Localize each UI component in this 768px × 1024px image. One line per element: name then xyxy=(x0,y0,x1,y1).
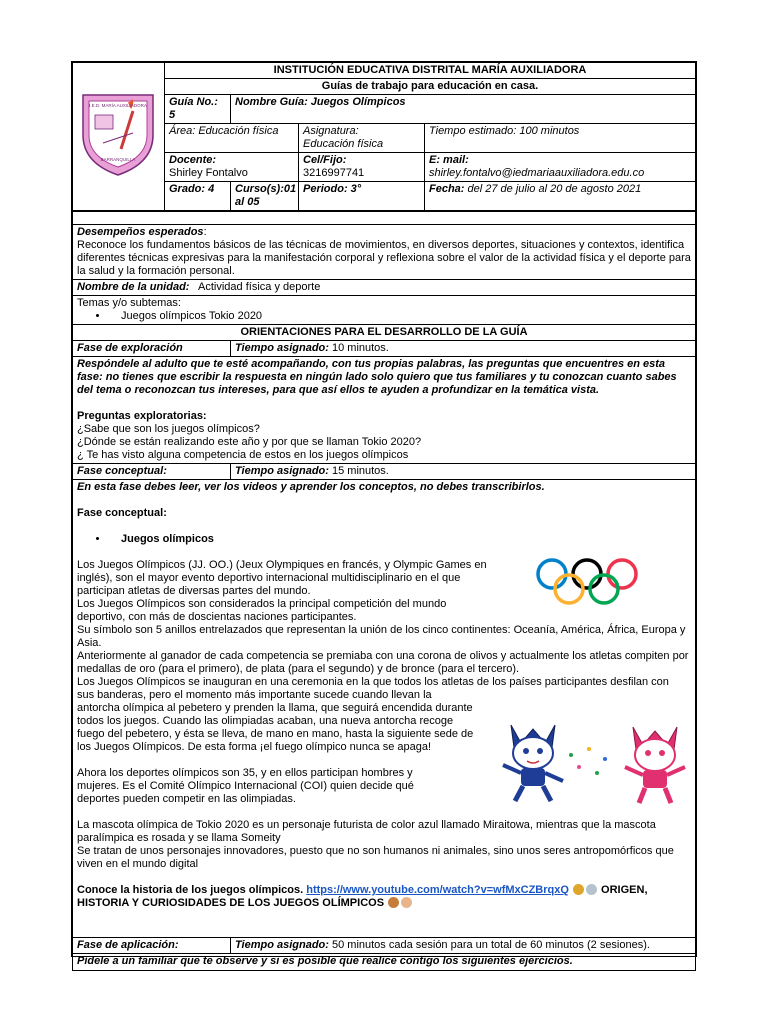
desempenos-label: Desempeños esperados xyxy=(77,226,204,238)
orientaciones-heading: ORIENTACIONES PARA EL DESARROLLO DE LA GUÍA xyxy=(73,325,696,341)
temas-item: • Juegos olímpicos Tokio 2020 xyxy=(109,310,691,323)
cel-cell: Cel/Fijo: 3216997741 xyxy=(299,153,425,182)
medal-icon xyxy=(573,884,584,895)
area-cell: Área: Educación física xyxy=(165,124,299,153)
conceptual-instruction: En esta fase debes leer, ver los videos y aprender los conceptos, no debes transcribirlos. xyxy=(77,481,545,493)
body-table xyxy=(72,211,696,971)
exploracion-label: Fase de exploración xyxy=(73,341,231,357)
medal-icon xyxy=(388,897,399,908)
preguntas-title: Preguntas exploratorias: xyxy=(77,410,207,422)
question-2: ¿Dónde se están realizando este año y por que se llaman Tokio 2020? xyxy=(77,436,422,448)
paragraph-4: Anteriormente al ganador de cada competencia se premiaba con una corona de olivos y actualmente los atletas compiten por medallas de oro (para el primero), de plata (para el segundo) y de bronce (para el tercero). xyxy=(77,650,689,675)
guide-subtitle: Guías de trabajo para educación en casa. xyxy=(165,79,696,95)
someity-mascot xyxy=(625,727,685,803)
paragraph-1: Los Juegos Olímpicos (JJ. OO.) (Jeux Olympiques en francés, y Olympic Games en inglés), son el mayor evento deportivo internacional multidisciplinario en el que participan atletas de diversas partes del mundo. xyxy=(77,559,487,597)
cursos-cell: Curso(s):01 al 05 xyxy=(231,182,299,211)
exploracion-content xyxy=(73,357,696,464)
conceptual-title: Fase conceptual: xyxy=(77,507,167,519)
conceptual-content xyxy=(73,480,696,938)
olympic-rings-icon xyxy=(535,558,639,606)
conceptual-bullet: • Juegos olímpicos xyxy=(109,533,691,546)
fecha-cell: Fecha: del 27 de julio al 20 de agosto 2021 xyxy=(425,182,696,211)
periodo-cell: Periodo: 3° xyxy=(299,182,425,211)
aplicacion-instruction: Pídele a un familiar que te observe y si es posible que realice contigo los siguientes ejercicios. xyxy=(73,954,696,971)
aplicacion-tiempo: Tiempo asignado: 50 minutos cada sesión para un total de 60 minutos (2 sesiones). xyxy=(231,938,696,954)
youtube-link[interactable]: https://www.youtube.com/watch?v=wfMxCZBrqxQ xyxy=(306,884,569,896)
paragraph-8: Se tratan de unos personajes innovadores, puesto que no son humanos ni animales, sino unos seres antropomórficos que viven en el mundo digital xyxy=(77,845,674,870)
paragraph-6: Ahora los deportes olímpicos son 35, y en ellos participan hombres y mujeres. Es el Comité Olímpico Internacional (COI) quien decide qué deportes pueden competir en las olimpiadas. xyxy=(77,767,414,805)
logo-bottom-text: BARRANQUILLA xyxy=(100,157,136,162)
guia-number-cell: Guía No.: 5 xyxy=(165,95,231,124)
question-1: ¿Sabe que son los juegos olímpicos? xyxy=(77,423,260,435)
paragraph-2: Los Juegos Olímpicos son considerados la principal competición del mundo deportivo, con más de doscientas naciones participantes. xyxy=(77,598,447,623)
paragraph-3: Su símbolo son 5 anillos entrelazados que representan la unión de los cinco continentes: Oceanía, América, África, Europa y Asia. xyxy=(77,624,686,649)
asignatura-cell: Asignatura: Educación física xyxy=(299,124,425,153)
exploracion-tiempo: Tiempo asignado: 10 minutos. xyxy=(231,341,696,357)
conceptual-label: Fase conceptual: xyxy=(73,464,231,480)
video-link-line: Conoce la historia de los juegos olímpicos. https://www.youtube.com/watch?v=wfMxCZBrqxQ ORIGEN, HISTORIA Y CURIOSIDADES DE LOS JUEGOS OLÍMPICOS xyxy=(77,884,648,909)
medal-icon xyxy=(586,884,597,895)
header-table xyxy=(72,62,696,211)
temas-cell: Temas y/o subtemas: • Juegos olímpicos Tokio 2020 xyxy=(73,296,696,325)
paragraph-5b: sus banderas, pero el momento más importante sucede cuando llevan la antorcha olímpica al pebetero y prenden la llama, que seguirá encendida durante todos los juegos. Cuando las olimpiadas acaban, una nueva antorcha recoge fuego del pebetero, y ésta se lleva, de mano en mano, hasta la siguiente sede de los Juegos Olímpicos. De esta forma ¡el fuego olímpico nunca se apaga! xyxy=(77,689,474,753)
docente-cell: Docente: Shirley Fontalvo xyxy=(165,153,299,182)
flexed-arm-icon xyxy=(401,897,412,908)
school-logo xyxy=(73,63,163,183)
miraitowa-mascot xyxy=(503,725,563,801)
guide-page xyxy=(71,61,697,967)
exploracion-instruction: Respóndele al adulto que te esté acompañando, con tus propias palabras, las preguntas que encuentres en esta fase: no tienes que escribir la respuesta en ningún lado solo quiero que tus familiares y tu conozcan cuanto sabes del tema o reconozcan tus intereses, para que así ellos te ayuden a profundizar en la temática vista. xyxy=(77,358,677,396)
institution-name: INSTITUCIÓN EDUCATIVA DISTRITAL MARÍA AUXILIADORA xyxy=(165,63,696,79)
spacer-row xyxy=(73,212,696,225)
paragraph-7: La mascota olímpica de Tokio 2020 es un personaje futurista de color azul llamado Miraitowa, mientras que la mascota paralímpica es rosada y se llama Someity xyxy=(77,819,656,844)
unidad-cell: Nombre de la unidad: Actividad física y deporte xyxy=(73,280,696,296)
logo-cell xyxy=(73,63,165,211)
paragraph-5a: Los Juegos Olímpicos se inauguran en una ceremonia en la que todos los atletas de los países participantes desfilan con xyxy=(77,676,669,688)
conceptual-tiempo: Tiempo asignado: 15 minutos. xyxy=(231,464,696,480)
tiempo-estimado-cell: Tiempo estimado: 100 minutos xyxy=(425,124,696,153)
email-cell: E: mail: shirley.fontalvo@iedmariaauxiliadora.edu.co xyxy=(425,153,696,182)
grado-cell: Grado: 4 xyxy=(165,182,231,211)
desempenos-cell: Desempeños esperados: Reconoce los fundamentos básicos de las técnicas de movimientos, en diversos deportes, situaciones y contextos, identifica diferentes técnicas expresivas para la manifestación corporal y reflexiona sobre el valor de la actividad física y el deporte para la salud y la formación personal. xyxy=(73,225,696,280)
logo-top-text: I.E.D. MARÍA AUXILIADORA xyxy=(89,103,147,108)
desempenos-text: Reconoce los fundamentos básicos de las técnicas de movimientos, en diversos deportes, situaciones y contextos, identifica diferentes técnicas expresivas para la manifestación corporal y reflexiona sobre el valor de la actividad física y el deporte para la salud y la formación personal. xyxy=(77,239,691,277)
aplicacion-label: Fase de aplicación: xyxy=(73,938,231,954)
mascots-illustration xyxy=(493,715,693,805)
nombre-guia: Nombre Guía: Juegos Olímpicos xyxy=(231,95,696,124)
question-3: ¿ Te has visto alguna competencia de estos en los juegos olímpicos xyxy=(77,449,409,461)
